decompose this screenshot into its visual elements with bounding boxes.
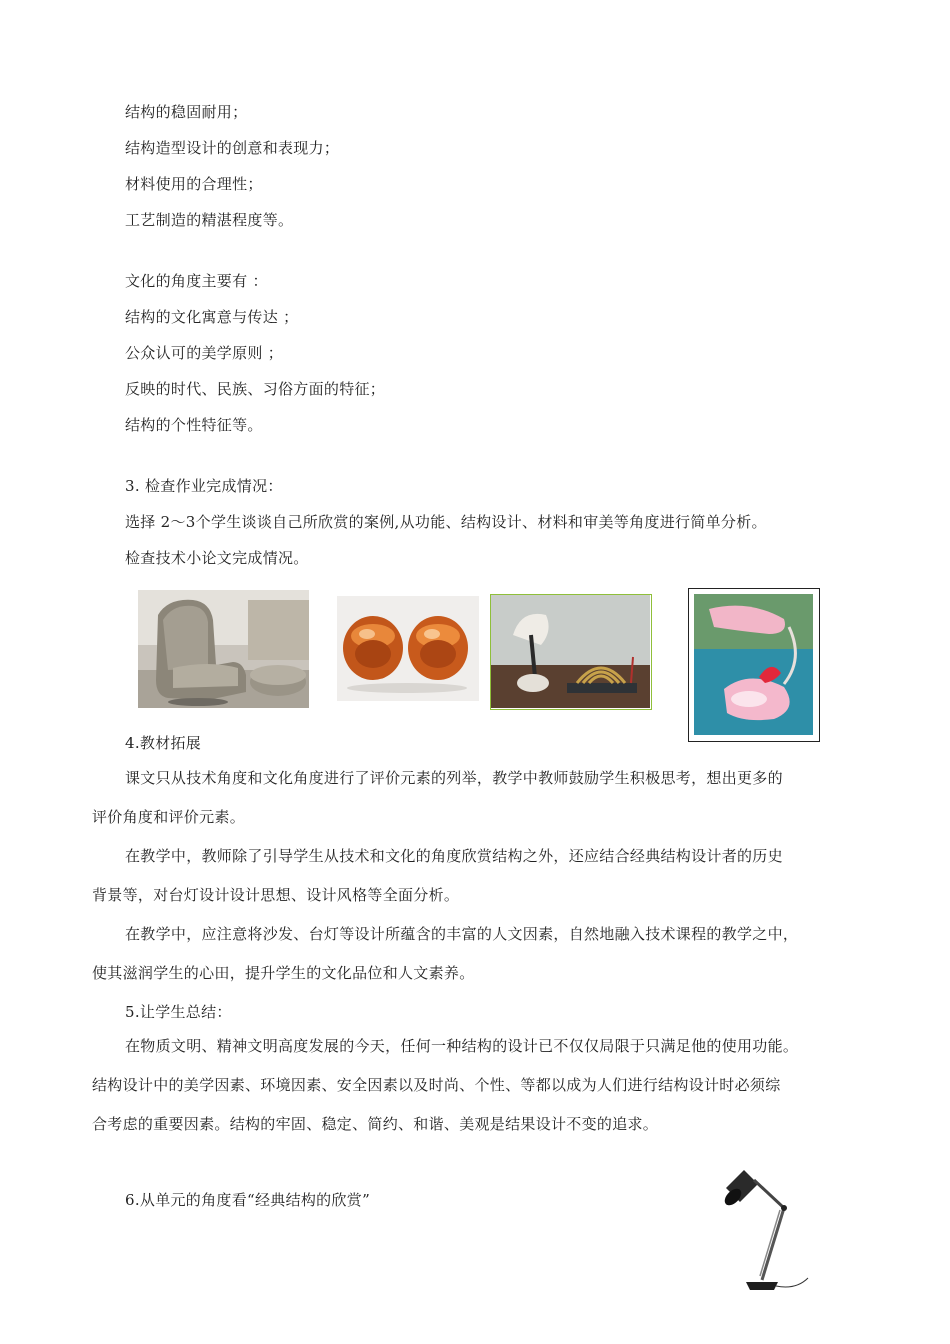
section4-p1-line2: 评价角度和评价元素。 [92, 808, 246, 826]
culture-item-2: 公众认可的美学原则 ； [125, 344, 284, 362]
desk-lamp-photo [490, 594, 652, 710]
section4-p2-line2: 背景等，对台灯设计设计思想、设计风格等全面分析。 [92, 886, 460, 904]
section4-paragraph-1 [92, 759, 872, 837]
slipper-lamp-photo [688, 588, 820, 742]
section6-heading: 6.从单元的角度看“经典结构的欣赏” [125, 1191, 371, 1209]
section4-p2-line1: 在教学中，教师除了引导学生从技术和文化的角度欣赏结构之外，还应结合经典结构设计者的历史 [125, 847, 783, 865]
section4-paragraph-3 [92, 915, 872, 993]
culture-item-3: 反映的时代、民族、习俗方面的特征； [125, 380, 386, 398]
section3-heading: 3. 检查作业完成情况： [125, 477, 283, 495]
section4-p3-line1: 在教学中，应注意将沙发、台灯等设计所蕴含的丰富的人文因素，自然地融入技术课程的教学之中， [125, 925, 799, 943]
culture-item-1: 结构的文化寓意与传达 ； [125, 308, 299, 326]
tech-item-2: 结构造型设计的创意和表现力； [125, 139, 340, 157]
anglepoise-lamp-photo [716, 1160, 816, 1300]
tech-item-3: 材料使用的合理性； [125, 175, 263, 193]
section4-p1-line1: 课文只从技术角度和文化角度进行了评价元素的列举，教学中教师鼓励学生积极思考，想出更多的 [125, 769, 783, 787]
section4-paragraph-2 [92, 837, 872, 915]
section3-line1: 选择 2～3个学生谈谈自己所欣赏的案例,从功能、结构设计、材料和审美等角度进行简单分析。 [125, 513, 767, 531]
amber-bowls-photo [337, 596, 479, 701]
culture-heading: 文化的角度主要有 ： [125, 272, 268, 290]
section5-line2: 结构设计中的美学因素、环境因素、安全因素以及时尚、个性、等都以成为人们进行结构设计时必须综 [92, 1076, 781, 1094]
section4-heading: 4.教材拓展 [125, 734, 202, 752]
section5-line3: 合考虑的重要因素。结构的牢固、稳定、简约、和谐、美观是结果设计不变的追求。 [92, 1115, 659, 1133]
tech-item-1: 结构的稳固耐用； [125, 103, 248, 121]
section5-paragraph [92, 1027, 872, 1144]
section3-line2: 检查技术小论文完成情况。 [125, 549, 309, 567]
culture-item-4: 结构的个性特征等。 [125, 416, 263, 434]
section4-p3-line2: 使其滋润学生的心田，提升学生的文化品位和人文素养。 [92, 964, 475, 982]
section5-line1: 在物质文明、精神文明高度发展的今天，任何一种结构的设计已不仅仅局限于只满足他的使用功能。 [125, 1037, 799, 1055]
section5-heading: 5.让学生总结： [125, 1003, 232, 1021]
armchair-photo [138, 590, 309, 708]
tech-item-4: 工艺制造的精湛程度等。 [125, 211, 294, 229]
